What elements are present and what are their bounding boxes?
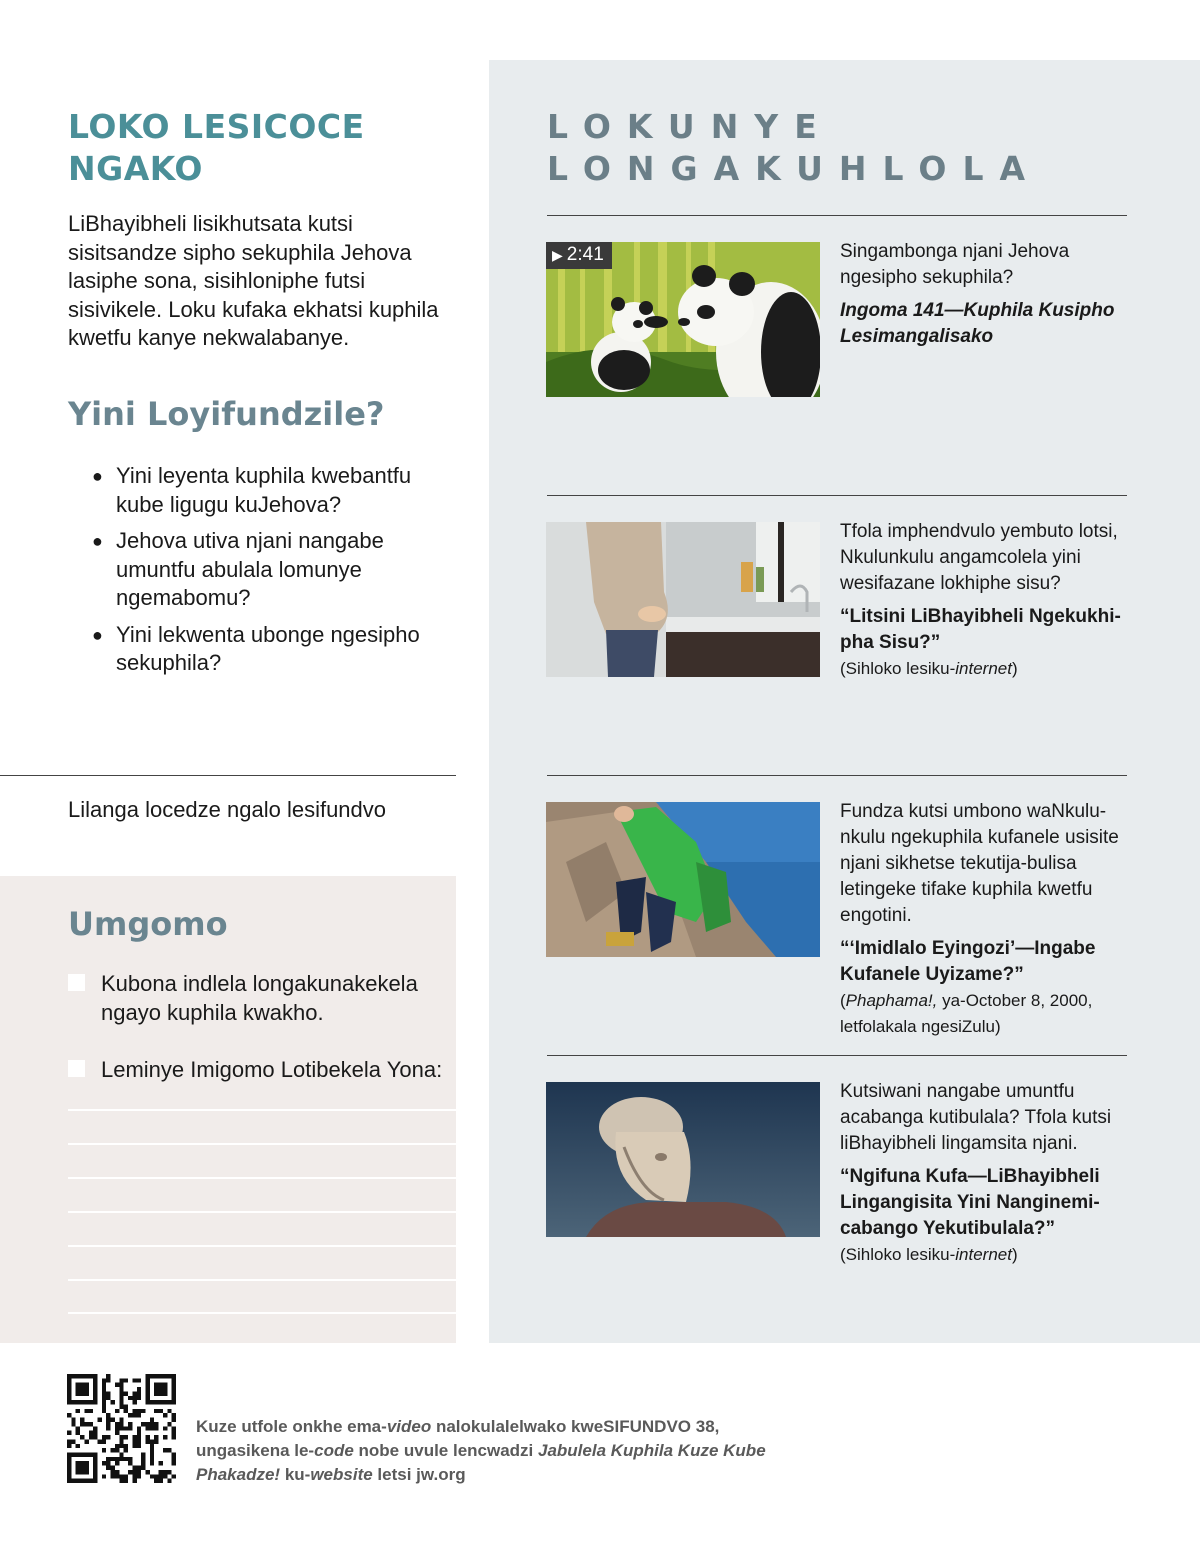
explore-item-description: Tfola imphendvulo yembuto lotsi, Nkulunkulu angamcolela yini wesifazane lokhiphe sisu?: [840, 521, 1118, 594]
explore-item: [840, 519, 1130, 682]
pregnant-woman-image: [546, 522, 820, 677]
review-question: ● Yini lekwenta ubonge ngesipho sekuphila?: [92, 621, 420, 675]
explore-item-description: Kutsiwani nangabe umuntfu acabanga kutibulala? Tfola kutsi liBhayibheli lingamsita njani.: [840, 1081, 1112, 1154]
writing-line[interactable]: [68, 1279, 456, 1281]
explore-item: [840, 239, 1130, 350]
goal-checkbox[interactable]: [68, 974, 85, 991]
summary-title: LOKO LESICOCE NGAKO: [68, 107, 365, 188]
review-questions: [92, 462, 452, 686]
bullet-icon: ●: [92, 531, 103, 551]
explore-item-source: (Phaphama!, ya-October 8, 2000, letfolakala ngesiZulu): [840, 991, 1093, 1036]
divider: [547, 1055, 1127, 1056]
divider: [0, 775, 456, 776]
explore-item-link[interactable]: “Litsini LiBhayibheli Ngekukhi-pha Sisu?”: [840, 606, 1121, 653]
explore-item-description: Singambonga njani Jehova ngesipho sekuphila?: [840, 241, 1070, 288]
goal-checkbox[interactable]: [68, 1060, 85, 1077]
qr-code[interactable]: [67, 1374, 176, 1483]
review-question: ● Yini leyenta kuphila kwebantfu kube ligugu kuJehova?: [92, 463, 412, 517]
writing-line[interactable]: [68, 1143, 456, 1145]
writing-line[interactable]: [68, 1109, 456, 1111]
divider: [547, 495, 1127, 496]
review-heading: Yini Loyifundzile?: [68, 395, 385, 433]
divider: [547, 775, 1127, 776]
explore-item-description: Fundza kutsi umbono waNkulu-nkulu ngekuphila kufanele usisite njani sikhetse tekutija-bulisa letingeke tifake kuphila kwetfu engotini.: [840, 801, 1119, 926]
bullet-icon: ●: [92, 466, 103, 486]
goal-item: [68, 969, 453, 1027]
explore-item: [840, 1079, 1130, 1268]
writing-line[interactable]: [68, 1211, 456, 1213]
writing-line[interactable]: [68, 1177, 456, 1179]
summary-text: LiBhayibheli lisikhutsata kutsi sisitsandze sipho sekuphila Jehova lasiphe sona, sisihloniphe futsi sisivikele. Loku kufaka ekhatsi kuphila kwetfu kanye nekwalabanye.: [68, 211, 439, 350]
play-icon: ▶: [552, 247, 563, 263]
qr-code-icon: [67, 1374, 176, 1483]
divider: [547, 215, 1127, 216]
bullet-icon: ●: [92, 624, 103, 645]
explore-item-source: (Sihloko lesiku-internet): [840, 659, 1018, 678]
footer-note: Kuze utfole onkhe ema-video nalokulalelwako kweSIFUNDVO 38, ungasikena le-code nobe uvule lencwadzi Jabulela Kuphila Kuze Kube Phakadze! ku-website letsi jw.org: [196, 1417, 766, 1484]
man-statue-image: [546, 1082, 820, 1237]
video-duration-badge: ▶ 2:41: [546, 242, 612, 269]
man-statue-photo[interactable]: [546, 1082, 820, 1237]
explore-item-link[interactable]: Ingoma 141—Kuphila Kusipho Lesimangalisako: [840, 300, 1115, 347]
review-question: ● Jehova utiva njani nangabe umuntfu abulala lomunye ngemabomu?: [92, 528, 384, 610]
goal-item-label: Kubona indlela longakunakekela ngayo kuphila kwakho.: [101, 971, 418, 1025]
panda-video-thumbnail[interactable]: [546, 242, 820, 397]
completion-date-label: Lilanga locedze ngalo lesifundvo: [68, 797, 387, 822]
writing-line[interactable]: [68, 1245, 456, 1247]
explore-item-link[interactable]: “‘Imidlalo Eyingozi’—Ingabe Kufanele Uyizame?”: [840, 938, 1096, 985]
goal-item-label: Leminye Imigomo Lotibekela Yona:: [101, 1057, 443, 1082]
rock-climber-photo[interactable]: [546, 802, 820, 957]
pregnant-woman-photo[interactable]: [546, 522, 820, 677]
explore-item-link[interactable]: “Ngifuna Kufa—LiBhayibheli Lingangisita Yini Nanginemi-cabango Yekutibulala?”: [840, 1166, 1100, 1239]
explore-item-source: (Sihloko lesiku-internet): [840, 1245, 1018, 1264]
explore-item: [840, 799, 1130, 1040]
rock-climber-image: [546, 802, 820, 957]
goal-heading: Umgomo: [68, 905, 228, 943]
explore-title: LOKUNYE LONGAKUHLOLA: [547, 107, 1042, 188]
writing-line[interactable]: [68, 1312, 456, 1314]
goal-item: [68, 1055, 453, 1084]
